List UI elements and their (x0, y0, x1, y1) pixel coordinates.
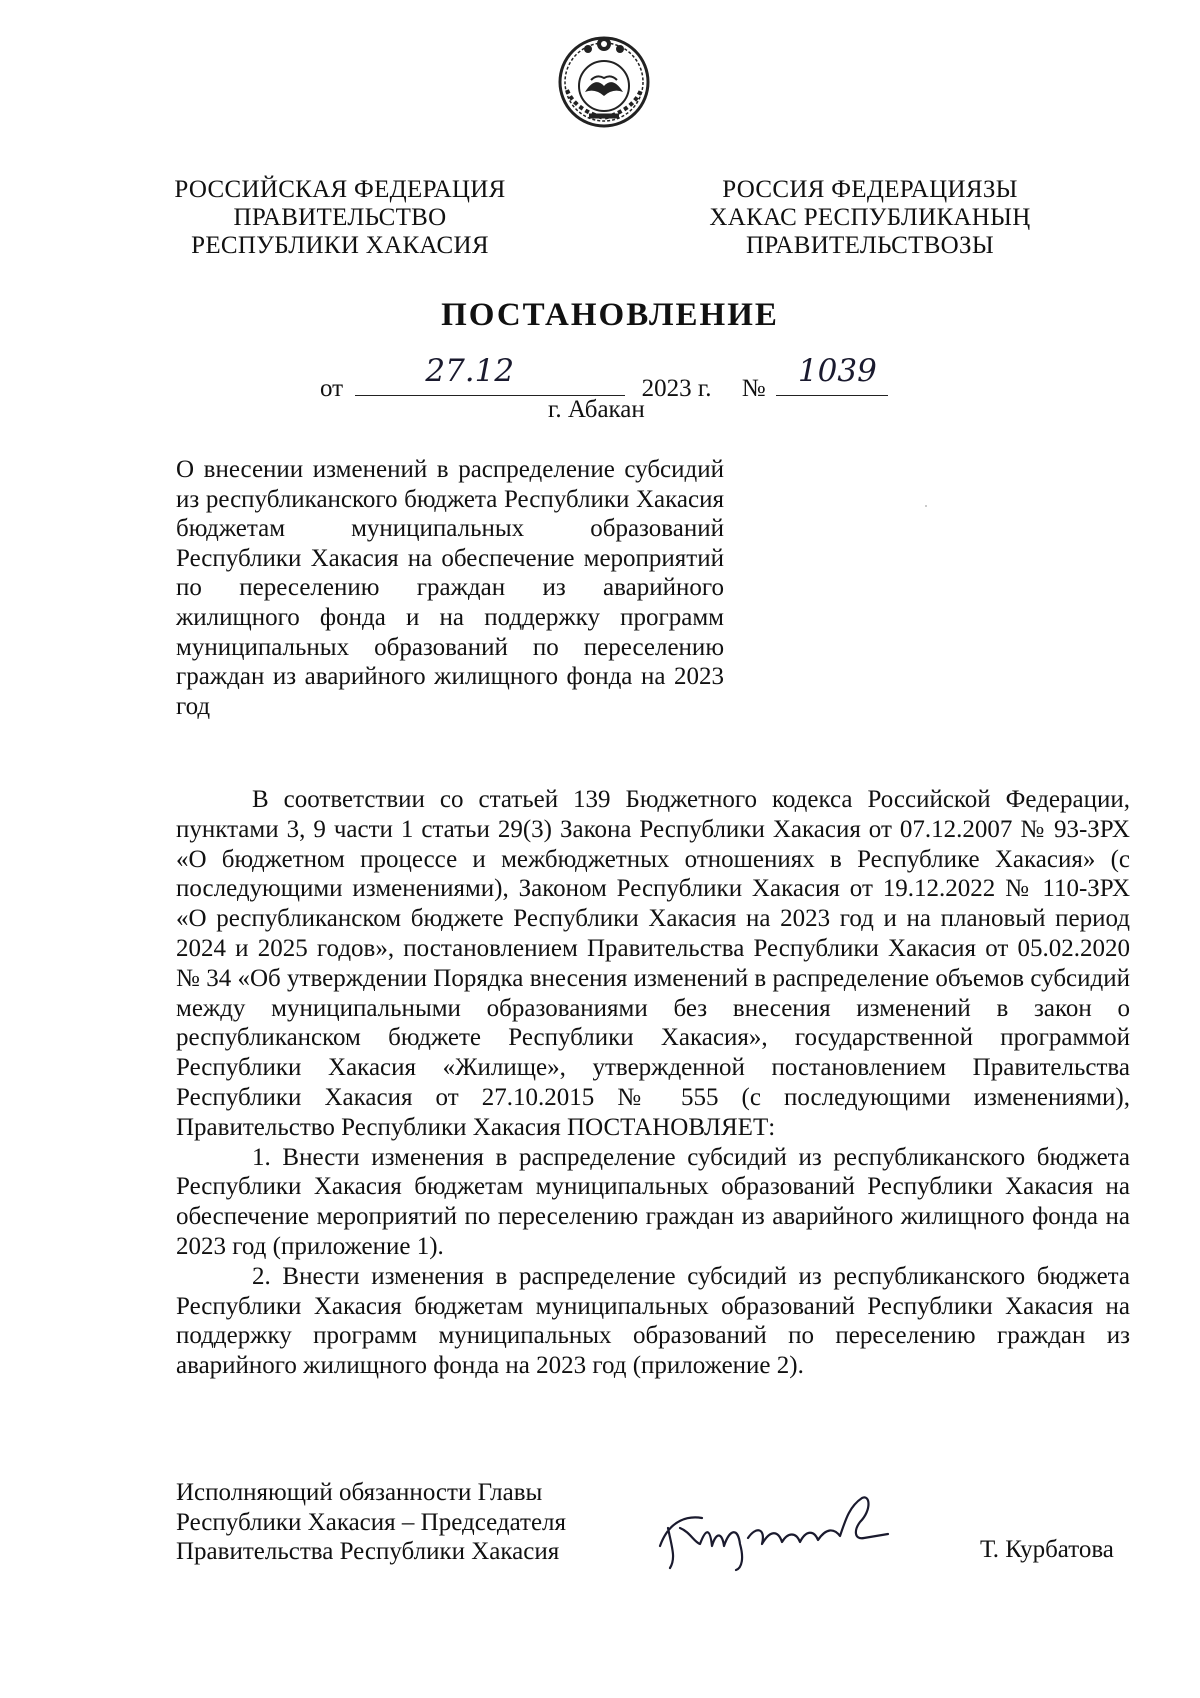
handwritten-number: 1039 (797, 353, 877, 389)
date-prefix: от (320, 375, 344, 402)
number-field (776, 353, 888, 396)
handwritten-signature (650, 1488, 920, 1573)
item-1-paragraph: 1. Внести изменения в распределение субсидий из республиканского бюджета Республики Хакасия бюджетам муниципальных образований Республики Хакасия на обеспечение мероприятий по переселению граждан из аварийного жилищного фонда на 2023 год (приложение 1). (176, 1143, 1130, 1260)
header-right (700, 176, 1040, 260)
date-field (355, 353, 625, 396)
document-title: ПОСТАНОВЛЕНИЕ (441, 297, 779, 333)
coat-of-arms-icon (555, 30, 653, 130)
header-left (170, 176, 510, 260)
handwritten-date: 27.12 (425, 353, 515, 389)
subject: О внесении изменений в распределение субсидий из республиканского бюджета Республики Хакасия бюджетам муниципальных образований Республики Хакасия на обеспечение мероприятий по переселению граждан из аварийного жилищного фонда и на поддержку программ муниципальных образований по переселению граждан из аварийного жилищного фонда на 2023 год (176, 456, 724, 720)
header-right-line-2: ХАКАС РЕСПУБЛИКАНЫҢ (709, 204, 1031, 231)
signatory-title-line-2: Республики Хакасия – Председателя (176, 1508, 567, 1536)
signatory-title (176, 1478, 566, 1567)
item-2-paragraph: 2. Внести изменения в распределение субсидий из республиканского бюджета Республики Хакасия бюджетам муниципальных образований Республики Хакасия на поддержку программ муниципальных образований по переселению граждан из аварийного жилищного фонда на 2023 год (приложение 2). (176, 1262, 1130, 1380)
header-right-line-3: ПРАВИТЕЛЬСТВОЗЫ (746, 232, 994, 259)
signatory-title-line-1: Исполняющий обязанности Главы (176, 1479, 543, 1506)
signatory-name: Т. Курбатова (980, 1536, 1114, 1563)
header-left-line-2: ПРАВИТЕЛЬСТВО (233, 204, 447, 231)
body-text (176, 785, 1130, 1381)
scan-speck (925, 505, 927, 507)
header-left-line-1: РОССИЙСКАЯ ФЕДЕРАЦИЯ (174, 176, 506, 203)
header-left-line-3: РЕСПУБЛИКИ ХАКАСИЯ (191, 232, 489, 259)
number-sign: № (741, 375, 766, 402)
signatory-title-line-3: Правительства Республики Хакасия (176, 1538, 560, 1566)
date-year: 2023 г. (641, 375, 712, 402)
preamble-paragraph: В соответствии со статьей 139 Бюджетного кодекса Российской Федерации, пунктами 3, 9 части 1 статьи 29(3) Закона Республики Хакасия от 07.12.2007 № 93-ЗРХ «О бюджетном процессе и межбюджетных отношениях в Республике Хакасия» (с последующими изменениями), Законом Республики Хакасия от 19.12.2022 № 110-ЗРХ «О республиканском бюджете Республики Хакасия на 2023 год и на плановый период 2024 и 2025 годов», постановлением Правительства Республики Хакасия от 05.02.2020 № 34 «Об утверждении Порядка внесения изменений в распределение объемов субсидий между муниципальными образованиями без внесения изменений в закон о республиканском бюджете Республики Хакасия», государственной программой Республики Хакасия «Жилище», утвержденной постановлением Правительства Республики Хакасия от 27.10.2015 № 555 (с последующими изменениями), Правительство Республики Хакасия ПОСТАНОВЛЯЕТ: (176, 786, 1130, 1141)
place: г. Абакан (548, 396, 645, 423)
header-right-line-1: РОССИЯ ФЕДЕРАЦИЯЗЫ (722, 176, 1018, 203)
